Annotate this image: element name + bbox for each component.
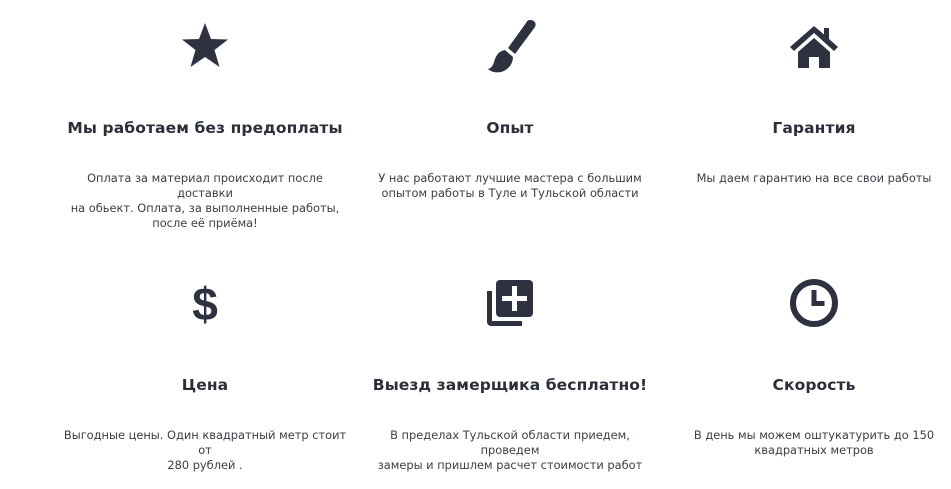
- dollar-icon: [177, 275, 233, 331]
- svg-text:$: $: [192, 278, 218, 330]
- home-icon: [786, 18, 842, 74]
- feature-title: Выезд замерщика бесплатно!: [372, 376, 648, 394]
- paintbrush-icon: [482, 18, 538, 74]
- star-icon: [177, 18, 233, 74]
- feature-title: Скорость: [772, 376, 856, 394]
- feature-description: В пределах Тульской области приедем, проведем замеры и пришлем расчет стоимости работ: [377, 428, 643, 472]
- feature-title: Гарантия: [772, 119, 856, 137]
- feature-title: Опыт: [486, 119, 534, 137]
- feature-description: Мы даем гарантию на все свои работы: [696, 171, 932, 185]
- feature-description: Выгодные цены. Один квадратный метр стоит от 280 рублей .: [63, 428, 347, 472]
- feature-description: У нас работают лучшие мастера с большим опытом работы в Туле и Тульской области: [378, 171, 642, 200]
- feature-title: Цена: [181, 376, 229, 394]
- feature-description: Оплата за материал происходит после доставки на обьект. Оплата, за выполненные работы, после её приёма!: [70, 171, 340, 230]
- clock-icon: [786, 275, 842, 331]
- add-to-library-icon: [482, 275, 538, 331]
- feature-description: В день мы можем оштукатурить до 150 квадратных метров: [693, 428, 935, 457]
- feature-title: Мы работаем без предоплаты: [67, 119, 343, 137]
